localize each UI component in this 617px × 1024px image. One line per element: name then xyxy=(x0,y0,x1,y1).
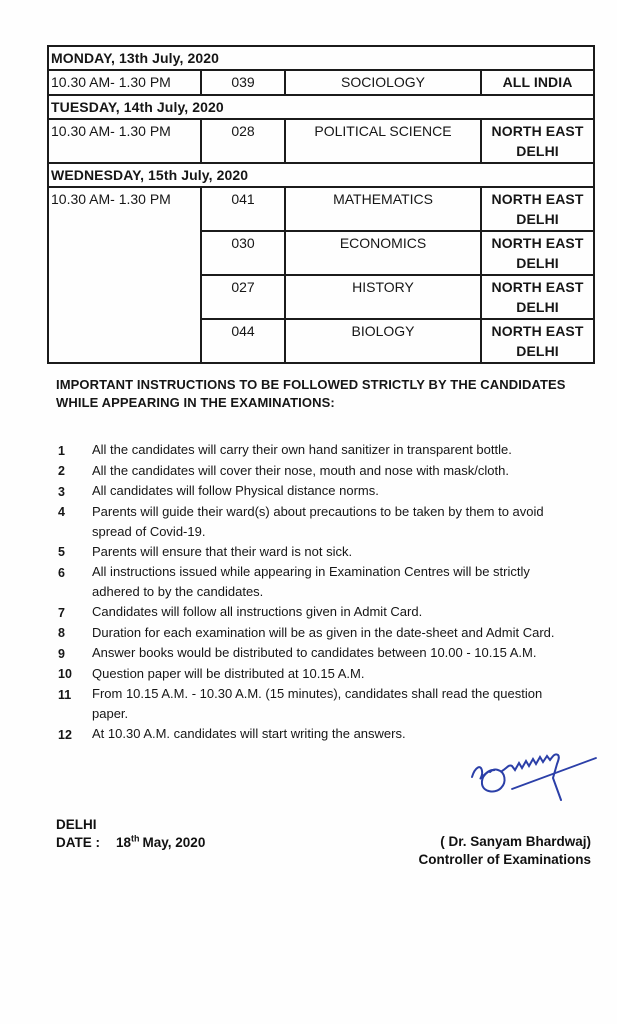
instruction-number: 5 xyxy=(58,545,65,559)
table-row xyxy=(48,70,594,95)
region-cell: NORTH EAST DELHI xyxy=(481,231,594,275)
instruction-number: 10 xyxy=(58,667,72,681)
day-header-row xyxy=(48,163,594,187)
instruction-number: 11 xyxy=(58,687,72,702)
code-cell: 041 xyxy=(201,187,285,231)
instruction-item xyxy=(58,542,580,563)
instructions-list xyxy=(58,440,580,745)
subject-cell: MATHEMATICS xyxy=(285,187,481,231)
code-cell: 044 xyxy=(201,319,285,363)
instruction-text: From 10.15 A.M. - 10.30 A.M. (15 minutes), candidates shall read the question paper. xyxy=(92,686,543,721)
region-cell: NORTH EAST DELHI xyxy=(481,319,594,363)
time-cell: 10.30 AM- 1.30 PM xyxy=(48,119,201,163)
code-cell: 030 xyxy=(201,231,285,275)
time-cell: 10.30 AM- 1.30 PM xyxy=(48,70,201,95)
day-header-wednesday: WEDNESDAY, 15th July, 2020 xyxy=(48,163,594,187)
instruction-number: 6 xyxy=(58,565,65,580)
footer-place-date xyxy=(56,816,205,852)
signatory-title: Controller of Examinations xyxy=(418,852,591,867)
instruction-item xyxy=(58,502,580,542)
region-cell: NORTH EAST DELHI xyxy=(481,275,594,319)
instruction-number: 3 xyxy=(58,484,65,499)
instruction-item xyxy=(58,440,580,461)
instruction-item xyxy=(58,623,580,644)
subject-cell: SOCIOLOGY xyxy=(285,70,481,95)
subject-cell: HISTORY xyxy=(285,275,481,319)
subject-cell: ECONOMICS xyxy=(285,231,481,275)
date-line xyxy=(56,834,205,852)
table-row xyxy=(48,187,594,231)
instruction-text: Candidates will follow all instructions given in Admit Card. xyxy=(92,604,423,619)
day-header-row xyxy=(48,46,594,70)
table-row xyxy=(48,119,594,163)
instruction-number: 12 xyxy=(58,727,72,742)
day-header-tuesday: TUESDAY, 14th July, 2020 xyxy=(48,95,594,119)
instruction-item xyxy=(58,562,580,602)
day-header-row xyxy=(48,95,594,119)
instruction-number: 1 xyxy=(58,443,65,458)
date-label: DATE : xyxy=(56,835,100,850)
signatory-name: ( Dr. Sanyam Bhardwaj) xyxy=(440,834,591,849)
date-rest: May, 2020 xyxy=(142,835,206,850)
instruction-item xyxy=(58,602,580,623)
place-label: DELHI xyxy=(56,817,97,832)
signature-stroke xyxy=(472,767,505,791)
region-cell: NORTH EAST DELHI xyxy=(481,187,594,231)
code-cell: 028 xyxy=(201,119,285,163)
instruction-text: Question paper will be distributed at 10.15 A.M. xyxy=(92,665,365,681)
instruction-text: Answer books would be distributed to candidates between 10.00 - 10.15 A.M. xyxy=(92,645,537,660)
region-cell: NORTH EAST DELHI xyxy=(481,119,594,163)
instruction-item xyxy=(58,643,580,664)
date-ordinal: th xyxy=(131,833,140,844)
instruction-text: At 10.30 A.M. candidates will start writing the answers. xyxy=(92,726,406,741)
instruction-number: 2 xyxy=(58,464,65,478)
instruction-text: Duration for each examination will be as given in the date-sheet and Admit Card. xyxy=(92,624,555,640)
signature-stroke xyxy=(502,754,561,800)
instruction-number: 8 xyxy=(58,626,65,640)
subject-cell: BIOLOGY xyxy=(285,319,481,363)
subject-cell: POLITICAL SCIENCE xyxy=(285,119,481,163)
instruction-number: 4 xyxy=(58,505,65,519)
code-cell: 027 xyxy=(201,275,285,319)
instruction-text: Parents will guide their ward(s) about precautions to be taken by them to avoid spread of Covid-19. xyxy=(92,503,544,539)
instruction-item xyxy=(58,684,580,724)
instruction-text: All the candidates will cover their nose, mouth and nose with mask/cloth. xyxy=(92,462,509,478)
signatory-block xyxy=(418,833,591,869)
instruction-text: Parents will ensure that their ward is not sick. xyxy=(92,543,353,559)
time-cell: 10.30 AM- 1.30 PM xyxy=(48,187,201,363)
instruction-item xyxy=(58,664,580,685)
day-header-monday: MONDAY, 13th July, 2020 xyxy=(48,46,594,70)
instruction-number: 7 xyxy=(58,605,65,620)
instruction-text: All candidates will follow Physical distance norms. xyxy=(92,483,379,498)
signature-scribble xyxy=(438,731,610,809)
code-cell: 039 xyxy=(201,70,285,95)
instructions-heading: IMPORTANT INSTRUCTIONS TO BE FOLLOWED STRICTLY BY THE CANDIDATES WHILE APPEARING IN THE EXAMINATIONS: xyxy=(56,377,566,410)
instruction-item xyxy=(58,481,580,502)
date-day: 18 xyxy=(116,835,132,850)
instruction-item xyxy=(58,461,580,482)
instruction-text: All the candidates will carry their own hand sanitizer in transparent bottle. xyxy=(92,442,512,457)
exam-schedule-table xyxy=(47,45,595,364)
instruction-text: All instructions issued while appearing in Examination Centres will be strictly adhered to by the candidates. xyxy=(92,564,530,599)
instruction-number: 9 xyxy=(58,646,65,661)
region-cell: ALL INDIA xyxy=(481,70,594,95)
